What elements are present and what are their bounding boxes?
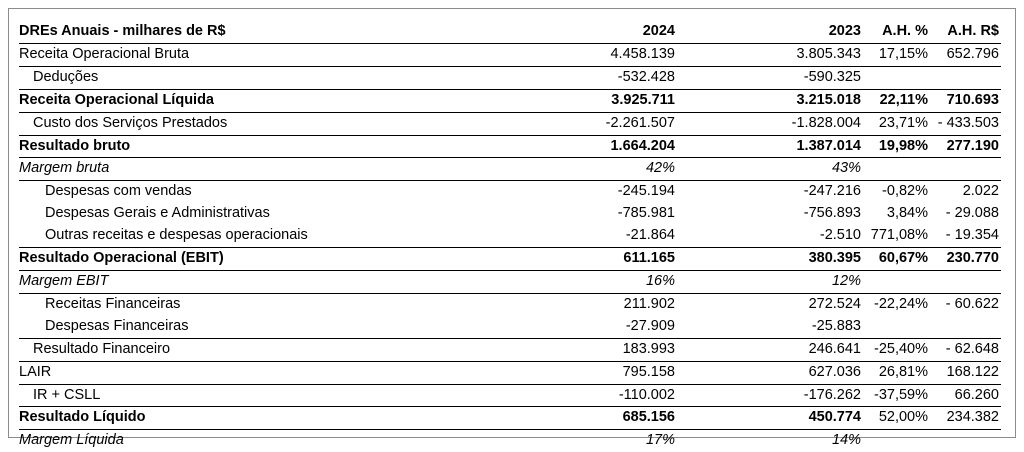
- value-ah-pct: 17,15%: [878, 45, 928, 62]
- table-row: [19, 248, 1001, 271]
- value-ah-rs: [932, 66, 1001, 89]
- row-label: Receitas Financeiras: [19, 293, 481, 315]
- table-row: [19, 430, 1001, 452]
- value-ah-rs: 710.693: [932, 89, 1001, 112]
- value-2023: -25.883: [811, 317, 861, 334]
- value-2024: -27.909: [625, 317, 675, 334]
- row-label: Despesas Financeiras: [45, 317, 189, 334]
- table-row: [19, 407, 1001, 430]
- table-row: [19, 384, 1001, 407]
- value-ah-pct: -22,24%: [861, 293, 932, 315]
- value-ah-pct: 3,84%: [886, 205, 928, 222]
- row-label: Resultado bruto: [19, 135, 481, 158]
- table-row: [19, 135, 1001, 158]
- value-2023: -2.510: [819, 227, 861, 244]
- value-2023: 14%: [675, 430, 861, 452]
- value-2024: 211.902: [481, 293, 675, 315]
- table-row: [19, 293, 1001, 315]
- value-2023: 450.774: [675, 407, 861, 430]
- value-2024: 3.925.711: [481, 89, 675, 112]
- value-2024: -532.428: [481, 66, 675, 89]
- value-ah-pct: [861, 316, 932, 338]
- value-2024: -110.002: [481, 384, 675, 407]
- value-ah-rs: - 60.622: [932, 293, 1001, 315]
- value-ah-rs: 234.382: [932, 407, 1001, 430]
- table-row: [19, 316, 1001, 338]
- value-2024: 17%: [481, 430, 675, 452]
- table-row: [19, 43, 1001, 66]
- value-ah-rs: 277.190: [932, 135, 1001, 158]
- table-row: [19, 361, 1001, 384]
- value-ah-pct: 23,71%: [861, 112, 932, 135]
- table-row: [19, 338, 1001, 361]
- value-2024: -21.864: [625, 227, 675, 244]
- row-label: Margem EBIT: [19, 270, 481, 293]
- value-ah-rs: - 433.503: [932, 112, 1001, 135]
- table-row: [19, 158, 1001, 181]
- value-ah-rs: [932, 158, 1001, 181]
- row-label: IR + CSLL: [19, 384, 481, 407]
- value-2024: -245.194: [481, 181, 675, 203]
- row-label: LAIR: [19, 361, 481, 384]
- value-ah-pct: [861, 158, 932, 181]
- row-label: Receita Operacional Líquida: [19, 89, 481, 112]
- value-ah-pct: 22,11%: [861, 89, 932, 112]
- value-ah-pct: 771,08%: [870, 227, 928, 244]
- row-label: Despesas Gerais e Administrativas: [45, 205, 270, 222]
- value-ah-rs: - 62.648: [932, 338, 1001, 361]
- table-row: [19, 203, 1001, 225]
- value-ah-pct: [861, 430, 932, 452]
- value-ah-pct: 60,67%: [861, 248, 932, 271]
- value-ah-rs: 168.122: [932, 361, 1001, 384]
- value-2023: 12%: [675, 270, 861, 293]
- row-label: Custo dos Serviços Prestados: [19, 112, 481, 135]
- value-2023: 3.805.343: [796, 45, 861, 62]
- table-row: [19, 66, 1001, 89]
- value-ah-rs: [932, 430, 1001, 452]
- row-label: Outras receitas e despesas operacionais: [45, 227, 308, 244]
- value-2024: 795.158: [481, 361, 675, 384]
- value-2024: 16%: [481, 270, 675, 293]
- value-2024: 685.156: [481, 407, 675, 430]
- value-ah-pct: 19,98%: [861, 135, 932, 158]
- value-2024: 611.165: [481, 248, 675, 271]
- dre-table: [19, 21, 1001, 452]
- table-row: [19, 181, 1001, 203]
- value-ah-pct: [861, 270, 932, 293]
- value-2023: -1.828.004: [675, 112, 861, 135]
- value-ah-pct: 26,81%: [861, 361, 932, 384]
- table-row: [19, 89, 1001, 112]
- value-ah-rs: 230.770: [932, 248, 1001, 271]
- value-ah-rs: - 29.088: [945, 205, 999, 222]
- value-2023: -590.325: [675, 66, 861, 89]
- value-2023: 1.387.014: [675, 135, 861, 158]
- row-label: Resultado Financeiro: [19, 338, 481, 361]
- value-2023: 246.641: [675, 338, 861, 361]
- value-2023: -176.262: [675, 384, 861, 407]
- value-2024: -2.261.507: [481, 112, 675, 135]
- value-ah-pct: -25,40%: [861, 338, 932, 361]
- table-title: DREs Anuais - milhares de R$: [19, 21, 481, 43]
- value-2023: 272.524: [675, 293, 861, 315]
- value-2023: 627.036: [675, 361, 861, 384]
- row-label: Margem bruta: [19, 158, 481, 181]
- row-label: Deduções: [19, 66, 481, 89]
- value-2023: 380.395: [675, 248, 861, 271]
- value-2024: 4.458.139: [610, 45, 675, 62]
- header-2024: 2024: [481, 21, 675, 43]
- value-2023: 3.215.018: [675, 89, 861, 112]
- header-ah-rs: A.H. R$: [932, 21, 1001, 43]
- value-2024: 1.664.204: [481, 135, 675, 158]
- value-2024: -785.981: [617, 205, 675, 222]
- value-ah-pct: -37,59%: [861, 384, 932, 407]
- value-ah-pct: 52,00%: [861, 407, 932, 430]
- value-ah-rs: [932, 316, 1001, 338]
- table-row: [19, 112, 1001, 135]
- value-ah-rs: - 19.354: [945, 227, 999, 244]
- value-2024: 183.993: [481, 338, 675, 361]
- value-2023: -756.893: [803, 205, 861, 222]
- table-row: [19, 225, 1001, 247]
- row-label: Receita Operacional Bruta: [19, 45, 190, 62]
- header-2023: 2023: [675, 21, 861, 43]
- row-label: Despesas com vendas: [19, 181, 481, 203]
- dre-table-frame: [8, 8, 1016, 449]
- header-ah-pct: A.H. %: [861, 21, 932, 43]
- row-label: Margem Líquida: [19, 430, 481, 452]
- value-ah-rs: [932, 270, 1001, 293]
- value-2023: 43%: [675, 158, 861, 181]
- value-ah-pct: -0,82%: [861, 181, 932, 203]
- value-ah-rs: 66.260: [932, 384, 1001, 407]
- row-label: Resultado Líquido: [19, 407, 481, 430]
- table-header-row: [19, 21, 1001, 43]
- value-2024: 42%: [481, 158, 675, 181]
- row-label: Resultado Operacional (EBIT): [19, 248, 481, 271]
- value-2023: -247.216: [675, 181, 861, 203]
- table-row: [19, 270, 1001, 293]
- value-ah-rs: 2.022: [932, 181, 1001, 203]
- value-ah-pct: [861, 66, 932, 89]
- value-ah-rs: 652.796: [946, 45, 999, 62]
